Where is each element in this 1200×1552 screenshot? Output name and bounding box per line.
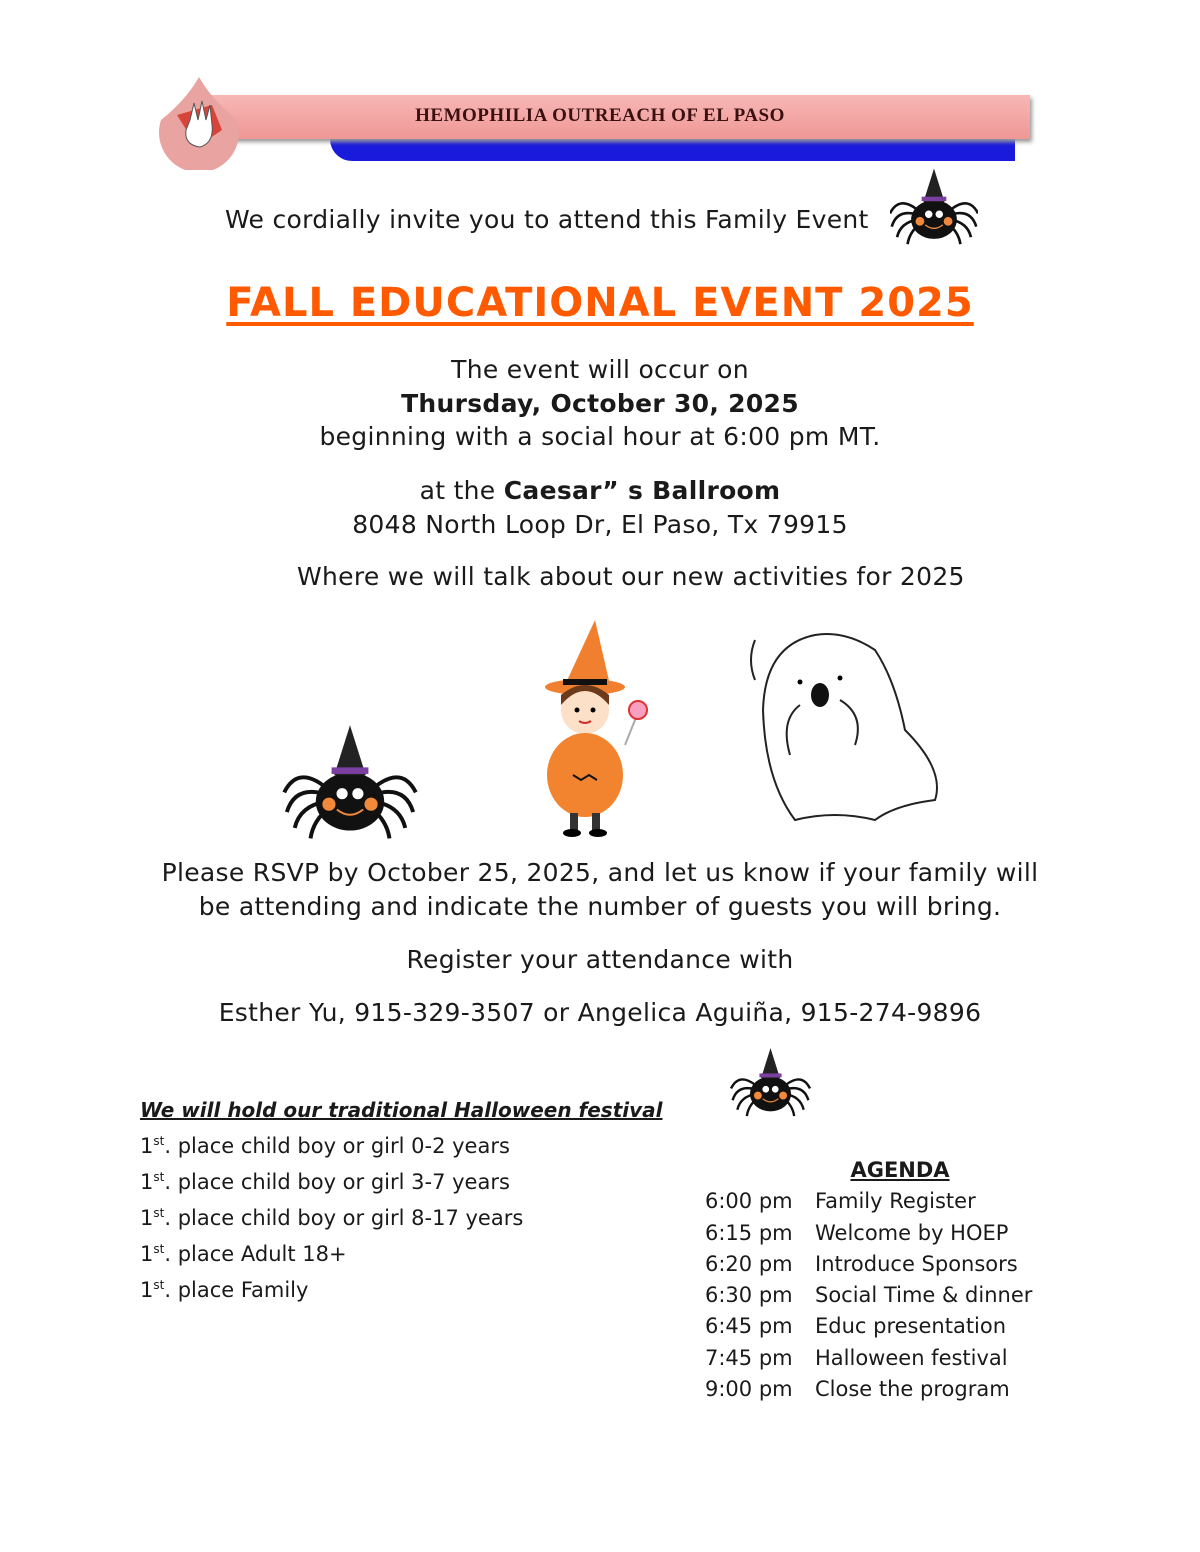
ghost-illustration-icon bbox=[745, 620, 945, 835]
list-item: 1st. place Family bbox=[140, 1278, 309, 1302]
agenda-row: 6:30 pm Social Time & dinner bbox=[705, 1283, 1033, 1308]
agenda-row: 6:20 pm Introduce Sponsors bbox=[705, 1251, 1018, 1276]
list-item: 1st. place child boy or girl 8-17 years bbox=[140, 1206, 524, 1230]
agenda-row: 6:45 pm Educ presentation bbox=[705, 1314, 1007, 1339]
event-date: Thursday, October 30, 2025 bbox=[401, 389, 799, 418]
event-address: 8048 North Loop Dr, El Paso, Tx 79915 bbox=[352, 510, 848, 539]
event-intro: The event will occur on bbox=[451, 355, 749, 384]
agenda bbox=[705, 1155, 1090, 1405]
agenda-row: 6:15 pm Welcome by HOEP bbox=[705, 1220, 1009, 1245]
org-name: HEMOPHILIA OUTREACH OF EL PASO bbox=[415, 105, 785, 126]
agenda-row: 9:00 pm Close the program bbox=[705, 1377, 1010, 1402]
event-social-hour: beginning with a social hour at 6:00 pm MT. bbox=[319, 422, 881, 451]
agenda-heading: AGENDA bbox=[850, 1158, 950, 1182]
register-text: Register your attendance with bbox=[406, 945, 794, 974]
invite-text: We cordially invite you to attend this Family Event bbox=[225, 205, 869, 234]
festival-heading: We will hold our traditional Halloween festival bbox=[140, 1098, 663, 1122]
spider-illustration-icon bbox=[270, 720, 430, 845]
spider-witch-hat-icon bbox=[890, 165, 978, 253]
venue-name: Caesar” s Ballroom bbox=[503, 476, 781, 505]
list-item: 1st. place child boy or girl 3-7 years bbox=[140, 1170, 510, 1194]
venue-prefix: at the bbox=[419, 476, 504, 505]
banner-blue-stripe bbox=[330, 139, 1015, 161]
list-item: 1st. place child boy or girl 0-2 years bbox=[140, 1134, 510, 1158]
blood-drop-hand-logo-icon bbox=[152, 75, 247, 170]
list-item: 1st. place Adult 18+ bbox=[140, 1242, 347, 1266]
festival-list bbox=[140, 1095, 663, 1306]
agenda-row: 7:45 pm Halloween festival bbox=[705, 1345, 1008, 1370]
event-title: FALL EDUCATIONAL EVENT 2025 bbox=[226, 280, 974, 326]
contacts-text: Esther Yu, 915-329-3507 or Angelica Aguiña, 915-274-9896 bbox=[218, 998, 982, 1027]
event-venue-line bbox=[0, 476, 1200, 505]
spider-small-icon bbox=[728, 1045, 813, 1120]
rsvp-line-1: Please RSVP by October 25, 2025, and let us know if your family will bbox=[161, 858, 1039, 887]
agenda-row: 6:00 pm Family Register bbox=[705, 1189, 976, 1214]
witch-girl-pumpkin-costume-icon bbox=[525, 615, 655, 840]
rsvp-line-2: be attending and indicate the number of guests you will bring. bbox=[198, 892, 1002, 921]
event-topic: Where we will talk about our new activities for 2025 bbox=[297, 562, 965, 591]
org-banner bbox=[150, 75, 1035, 170]
